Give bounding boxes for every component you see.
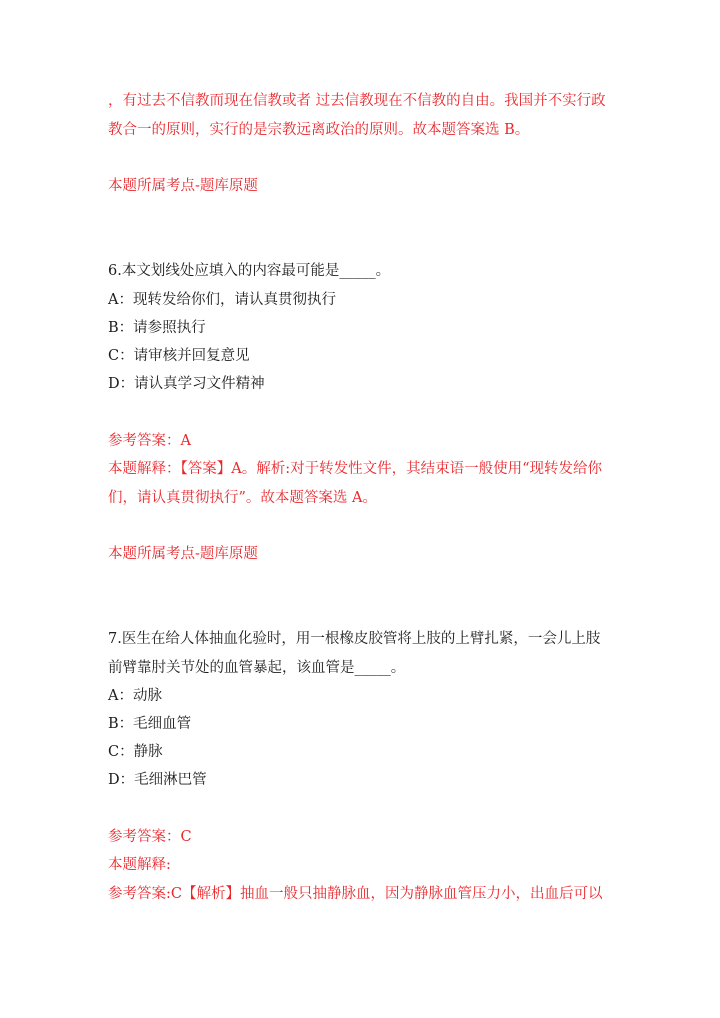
q6-answer: 参考答案：A [108, 433, 191, 449]
q7-explanation-line-1: 参考答案:C【解析】抽血一般只抽静脉血，因为静脉血管压力小，出血后可以 [108, 886, 603, 902]
prev-explanation-line-2: 教合一的原则，实行的是宗教远离政治的原则。故本题答案选 B。 [108, 122, 530, 138]
prev-explanation-line-1: ，有过去不信教而现在信教或者 过去信教现在不信教的自由。我国并不实行政 [108, 93, 606, 109]
q6-option-c: C：请审核并回复意见 [108, 348, 250, 364]
q7-option-b: B：毛细血管 [108, 716, 192, 732]
q7-answer: 参考答案：C [108, 829, 192, 845]
q6-source-label: 本题所属考点-题库原题 [108, 546, 258, 562]
q6-explanation-line-2: 们，请认真贯彻执行”。故本题答案选 A。 [108, 490, 377, 506]
q7-option-d: D：毛细淋巴管 [108, 772, 207, 788]
q6-stem: 6.本文划线处应填入的内容最可能是_____。 [108, 263, 391, 279]
q7-option-a: A：动脉 [108, 688, 162, 704]
q7-explanation-label: 本题解释: [108, 857, 171, 873]
q6-option-b: B：请参照执行 [108, 320, 206, 336]
q6-explanation-line-1: 本题解释：【答案】A。解析:对于转发性文件，其结束语一般使用“现转发给你 [108, 461, 603, 477]
q7-option-c: C：静脉 [108, 744, 163, 760]
q7-stem-line-2: 前臂靠肘关节处的血管暴起，该血管是_____。 [108, 660, 406, 676]
prev-source-label: 本题所属考点-题库原题 [108, 178, 258, 194]
q6-option-d: D：请认真学习文件精神 [108, 376, 265, 392]
q7-stem-line-1: 7.医生在给人体抽血化验时，用一根橡皮胶管将上肢的上臂扎紧，一会儿上肢 [108, 631, 601, 647]
q6-option-a: A：现转发给你们，请认真贯彻执行 [108, 292, 336, 308]
